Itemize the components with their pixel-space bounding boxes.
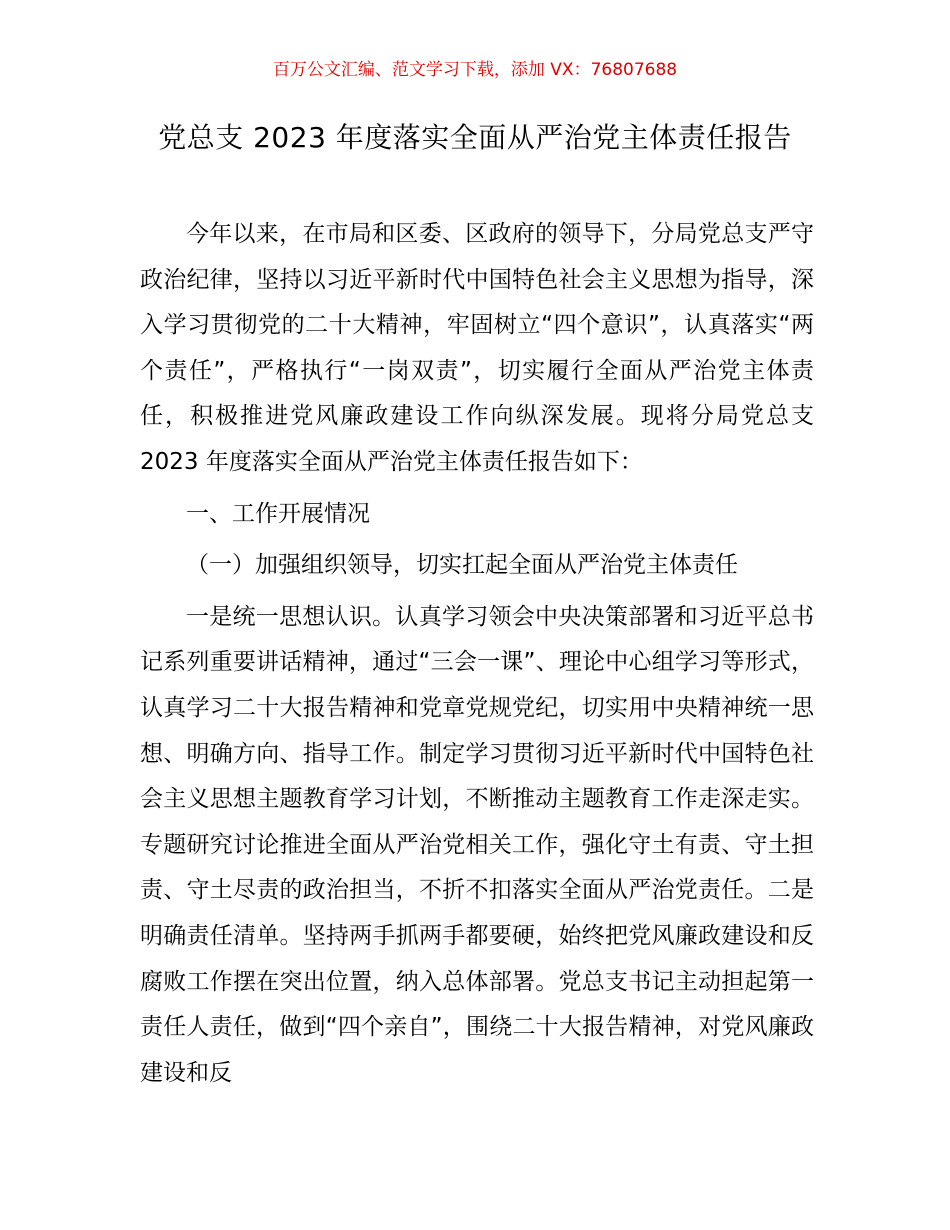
watermark-header: 百万公文汇编、范文学习下载，添加 VX：76807688 xyxy=(272,60,678,80)
body-paragraph: 一是统一思想认识。认真学习领会中央决策部署和习近平总书记系列重要讲话精神，通过“三会一课”、理论中心组学习等形式，认真学习二十大报告精神和党章党规党纪，切实用中央精神统一思想、明确方向、指导工作。制定学习贯彻习近平新时代中国特色社会主义思想主题教育学习计划，不断推动主题教育工作走深走实。专题研究讨论推进全面从严治党相关工作，强化守土有责、守土担责、守土尽责的政治担当，不折不扣落实全面从严治党责任。二是明确责任清单。坚持两手抓两手都要硬，始终把党风廉政建设和反腐败工作摆在突出位置，纳入总体部署。党总支书记主动担起第一责任人责任，做到“四个亲自”，围绕二十大报告精神，对党风廉政建设和反 xyxy=(140,603,814,1086)
document-body xyxy=(140,212,814,1096)
intro-paragraph: 今年以来，在市局和区委、区政府的领导下，分局党总支严守政治纪律，坚持以习近平新时代中国特色社会主义思想为指导，深入学习贯彻党的二十大精神，牢固树立“四个意识”，认真落实“两个责任”，严格执行“一岗双责”，切实履行全面从严治党主体责任，积极推进党风廉政建设工作向纵深发展。现将分局党总支 2023 年度落实全面从严治党主体责任报告如下： xyxy=(140,221,814,475)
document-title: 党总支 2023 年度落实全面从严治党主体责任报告 xyxy=(158,121,792,154)
subsection-heading: （一）加强组织领导，切实扛起全面从严治党主体责任 xyxy=(186,552,738,579)
section-heading: 一、工作开展情况 xyxy=(186,500,370,527)
